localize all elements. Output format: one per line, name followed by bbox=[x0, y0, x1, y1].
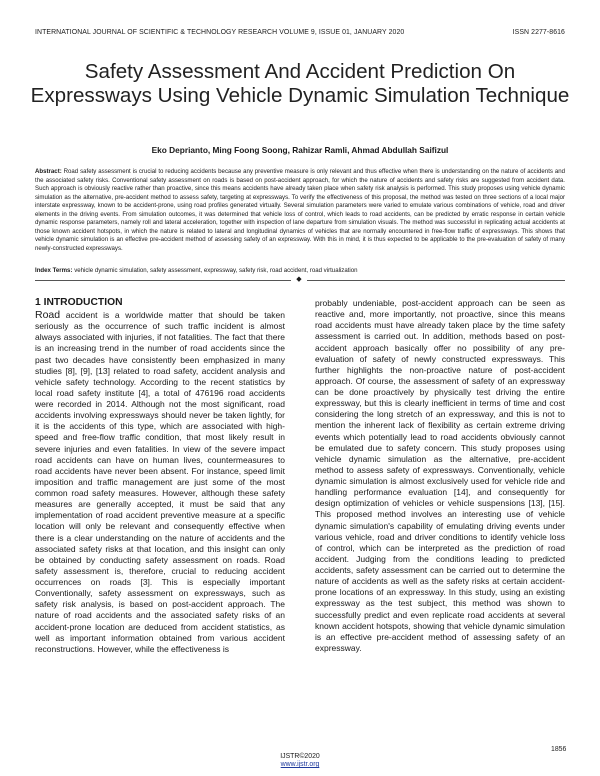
paper-title: Safety Assessment And Accident Prediction On Expressways Using Vehicle Dynamic Simulation Technique bbox=[30, 60, 570, 108]
right-column-text: probably undeniable, post-accident approach can be seen as reactive and, more importantly, not proactive, since this means road accidents must have already taken place by the time safety assessment is carried out. In addition, methods based on post-accident approach basically offer no possibility of any pre-evaluation of safety of newly constructed expressways. This further highlights the non-proactive nature of post-accident approach. Of course, the assessment of safety of an expressway can be done proactively by physically test driving the entire expressway, but this is clearly inefficient in terms of time and cost considering the long stretch of an expressway, and this is not to mention the inherent lack of flexibility as certain extreme driving events which potentially lead to road accidents obviously cannot be emulated due to safety concern. This study proposes using vehicle dynamic simulation as the alternative, pre-accident method to assess safety of expressways. Conventionally, vehicle dynamic simulation is almost exclusively used for vehicle ride and handling performance evaluation [14], and consequently for design optimization of vehicles or vehicle suspensions [13], [15]. This proposed method involves an interesting use of vehicle dynamic simulation's capability of emulating driving events under various vehicle, road and driver conditions to identify vehicle loss of control, which can be interpreted as the prediction of road accident. Judging from the conditions leading to predicted accidents, safety assessment can be carried out to determine the nature of accidents as well as the safety risks at certain accident-prone locations of an expressway. In this study, using an existing expressway as the test subject, this method was shown to successfully predict and even replicate road accidents at several known accident hotspots, showing that vehicle dynamic simulation is an effective pre-accident method of assessing safety of an expressway. bbox=[315, 298, 565, 653]
left-column-text: accident is a worldwide matter that should be taken seriously as the occurrence of such traffic incident is almost always associated with injuries, if not fatalities. The fact that there is an increasing trend in the number of road accidents since the past two decades have consistently been emphasized in many studies [8], [9], [13] related to road safety, accident analysis and vehicle safety technology. According to the recent statistics by local road safety institute [4], a total of 476196 road accidents were recorded in 2014. Although not the most significant, road accidents involving expressways should never be taken lightly, for it is the accidents of this type, which are associated with high-speed and free-flow traffic condition, that most likely result in severe injuries and even fatalities. In view of the severe impact road accidents can have on human lives, countermeasures to road accidents have never been absent. For instance, speed limit imposition and traffic management are just some of the most common road safety measures. However, although these safety measures are generally accepted, it must be said that any implementation of road accident preventive measure at a specific location will only be relevant and consequently effective when there is a clear understanding on the nature of accidents and the associated safety risks at that location, and this insight can only be obtained by conducting safety assessment on roads. Road safety assessment is, therefore, crucial to reducing accident occurrences on roads [3]. This is especially important Conventionally, safety assessment on expressways, such as safety risk analysis, is based on post-accident approach. The nature of road accidents and the associated safety risks of an accident-prone location are deduced from accident statistics, as well as important information obtained from various accident reconstructions. However, while the effectiveness is bbox=[35, 310, 285, 654]
divider-line-right bbox=[307, 280, 565, 281]
page-footer bbox=[0, 753, 600, 769]
copyright-code: IJSTR©2020 bbox=[280, 753, 320, 760]
index-terms-label: Index Terms: bbox=[35, 267, 73, 274]
page-number: 1856 bbox=[551, 746, 567, 753]
divider-line-left bbox=[35, 280, 291, 281]
author-list: Eko Deprianto, Ming Foong Soong, Rahizar Ramli, Ahmad Abdullah Saifizul bbox=[151, 145, 449, 155]
issn: ISSN 2277-8616 bbox=[512, 29, 565, 36]
right-column bbox=[315, 298, 565, 654]
abstract-label: Abstract: bbox=[35, 168, 62, 175]
index-terms bbox=[35, 267, 565, 275]
intro-paragraph-left bbox=[35, 310, 285, 655]
journal-url-link[interactable]: www.ijstr.org bbox=[280, 761, 320, 768]
abstract bbox=[35, 168, 565, 253]
index-terms-text: vehicle dynamic simulation, safety assessment, expressway, safety risk, road accident, road virtualization bbox=[74, 267, 358, 274]
first-word: Road bbox=[35, 309, 61, 321]
section-divider bbox=[35, 276, 565, 284]
section-heading: 1 INTRODUCTION bbox=[35, 297, 123, 308]
left-column bbox=[35, 296, 285, 655]
divider-diamond-icon: ◆ bbox=[296, 276, 302, 283]
running-header bbox=[35, 29, 565, 41]
journal-info: INTERNATIONAL JOURNAL OF SCIENTIFIC & TECHNOLOGY RESEARCH VOLUME 9, ISSUE 01, JANUARY 2020 bbox=[35, 29, 405, 36]
abstract-text: Road safety assessment is crucial to reducing accidents because any preventive measure is only relevant and thus effective when there is understanding on the nature of accidents and the associated safety risks. Conventional safety assessment on roads is based on post-accident approach, for which the nature of accidents and safety risks are suggested from accident data. Such approach is obviously reactive rather than proactive, since this means accidents have already taken place when safety risk analysis is performed. This study proposes using vehicle dynamic simulation as the alternative, pre-accident method to assess safety, targeting at expressways. To verify the effectiveness of this proposal, the method was tested on three sections of a local major interstate expressway, known to be accident-prone, using road profiles generated virtually. Several simulation parameters were varied to emulate various combinations of vehicle, road and driver elements in the driving events. From simulation outcomes, it was determined that vehicle loss of control, which leads to road accidents, can be predicted by erratic response in certain vehicle dynamic response parameters, namely roll and lateral acceleration, together with inspection of lane departure from simulation visuals. The method was successful in replicating actual accidents at those known accident hotspots, in which the nature is related to lateral and longitudinal dynamics of vehicles that are normally encountered in free-flow traffic of expressways. This shows that vehicle dynamic simulation is an effective pre-accident method of assessing safety of an expressway. With this in mind, it is thus expected to be applicable to the pre-evaluation of safety of many newly-constructed expressways. bbox=[35, 168, 565, 252]
